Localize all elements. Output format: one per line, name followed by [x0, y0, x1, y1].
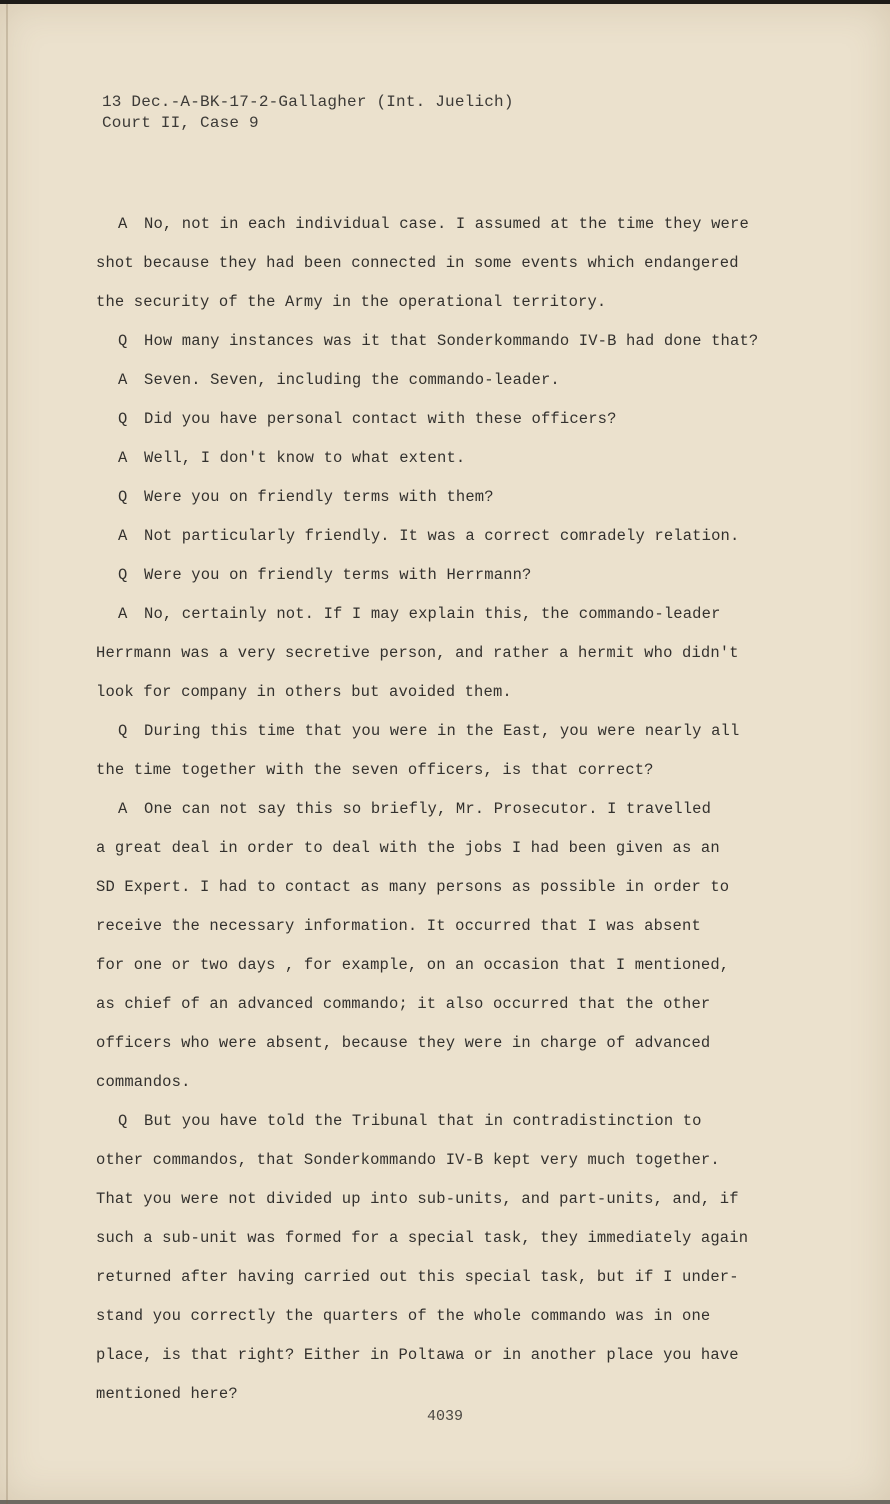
line-text: Did you have personal contact with these officers? — [144, 410, 617, 428]
transcript-line — [96, 404, 786, 443]
transcript-line — [96, 1106, 786, 1145]
transcript-line — [96, 1184, 786, 1223]
speaker-marker: Q — [118, 1112, 128, 1130]
page-fold-shadow — [6, 4, 8, 1504]
line-text: such a sub-unit was formed for a special task, they immediately again — [96, 1229, 749, 1247]
transcript-line — [96, 248, 786, 287]
transcript-line — [96, 443, 786, 482]
speaker-marker: Q — [118, 566, 128, 584]
document-header — [102, 92, 514, 134]
line-text: That you were not divided up into sub-units, and part-units, and, if — [96, 1190, 739, 1208]
transcript-line — [96, 1028, 786, 1067]
transcript-line — [96, 833, 786, 872]
speaker-marker: A — [118, 371, 128, 389]
speaker-marker: Q — [118, 410, 128, 428]
transcript-line — [96, 1145, 786, 1184]
line-text: Well, I don't know to what extent. — [144, 449, 466, 467]
transcript-line — [96, 794, 786, 833]
transcript-line — [96, 1301, 786, 1340]
line-text: SD Expert. I had to contact as many persons as possible in order to — [96, 878, 730, 896]
transcript-line — [96, 716, 786, 755]
transcript-line — [96, 911, 786, 950]
transcript-paragraph — [96, 560, 786, 599]
transcript-paragraph — [96, 794, 786, 1106]
line-text: Were you on friendly terms with them? — [144, 488, 494, 506]
line-text: How many instances was it that Sonderkommando IV-B had done that? — [144, 332, 759, 350]
transcript-line — [96, 326, 786, 365]
transcript-paragraph — [96, 716, 786, 794]
header-court-line: Court II, Case 9 — [102, 114, 259, 132]
line-text: returned after having carried out this special task, but if I under- — [96, 1268, 739, 1286]
transcript-paragraph — [96, 365, 786, 404]
line-text: the time together with the seven officers, is that correct? — [96, 761, 654, 779]
line-text: mentioned here? — [96, 1385, 238, 1403]
transcript-line — [96, 365, 786, 404]
transcript-line — [96, 482, 786, 521]
speaker-marker: Q — [118, 488, 128, 506]
transcript-line — [96, 209, 786, 248]
transcript-paragraph — [96, 599, 786, 716]
line-text: No, certainly not. If I may explain this, the commando-leader — [144, 605, 721, 623]
transcript-paragraph — [96, 209, 786, 326]
line-text: shot because they had been connected in some events which endangered — [96, 254, 739, 272]
transcript-paragraph — [96, 482, 786, 521]
line-text: commandos. — [96, 1073, 191, 1091]
line-text: as chief of an advanced commando; it also occurred that the other — [96, 995, 711, 1013]
transcript-line — [96, 599, 786, 638]
line-text: stand you correctly the quarters of the whole commando was in one — [96, 1307, 711, 1325]
transcript-line — [96, 638, 786, 677]
line-text: the security of the Army in the operational territory. — [96, 293, 607, 311]
transcript-body — [96, 209, 786, 1418]
transcript-line — [96, 1067, 786, 1106]
line-text: for one or two days , for example, on an occasion that I mentioned, — [96, 956, 730, 974]
line-text: No, not in each individual case. I assumed at the time they were — [144, 215, 749, 233]
speaker-marker: Q — [118, 722, 128, 740]
speaker-marker: A — [118, 449, 128, 467]
line-text: place, is that right? Either in Poltawa or in another place you have — [96, 1346, 739, 1364]
line-text: Were you on friendly terms with Herrmann? — [144, 566, 532, 584]
line-text: a great deal in order to deal with the jobs I had been given as an — [96, 839, 720, 857]
page-number: 4039 — [426, 1408, 463, 1425]
line-text: look for company in others but avoided them. — [96, 683, 512, 701]
transcript-line — [96, 287, 786, 326]
line-text: During this time that you were in the East, you were nearly all — [144, 722, 740, 740]
transcript-line — [96, 677, 786, 716]
header-reference-line: 13 Dec.-A-BK-17-2-Gallagher (Int. Juelich) — [102, 93, 514, 111]
transcript-paragraph — [96, 1106, 786, 1418]
transcript-paragraph — [96, 326, 786, 365]
transcript-line — [96, 755, 786, 794]
line-text: officers who were absent, because they were in charge of advanced — [96, 1034, 711, 1052]
transcript-line — [96, 872, 786, 911]
speaker-marker: A — [118, 527, 128, 545]
speaker-marker: A — [118, 800, 128, 818]
transcript-line — [96, 521, 786, 560]
line-text: One can not say this so briefly, Mr. Prosecutor. I travelled — [144, 800, 712, 818]
transcript-line — [96, 989, 786, 1028]
line-text: Herrmann was a very secretive person, and rather a hermit who didn't — [96, 644, 739, 662]
speaker-marker: A — [118, 215, 128, 233]
transcript-line — [96, 560, 786, 599]
line-text: But you have told the Tribunal that in contradistinction to — [144, 1112, 702, 1130]
transcript-line — [96, 1262, 786, 1301]
line-text: other commandos, that Sonderkommando IV-B kept very much together. — [96, 1151, 720, 1169]
transcript-paragraph — [96, 404, 786, 443]
speaker-marker: Q — [118, 332, 128, 350]
speaker-marker: A — [118, 605, 128, 623]
transcript-paragraph — [96, 443, 786, 482]
line-text: receive the necessary information. It occurred that I was absent — [96, 917, 701, 935]
transcript-line — [96, 1340, 786, 1379]
line-text: Seven. Seven, including the commando-leader. — [144, 371, 560, 389]
transcript-paragraph — [96, 521, 786, 560]
line-text: Not particularly friendly. It was a correct comradely relation. — [144, 527, 740, 545]
transcript-line — [96, 1223, 786, 1262]
transcript-line — [96, 950, 786, 989]
